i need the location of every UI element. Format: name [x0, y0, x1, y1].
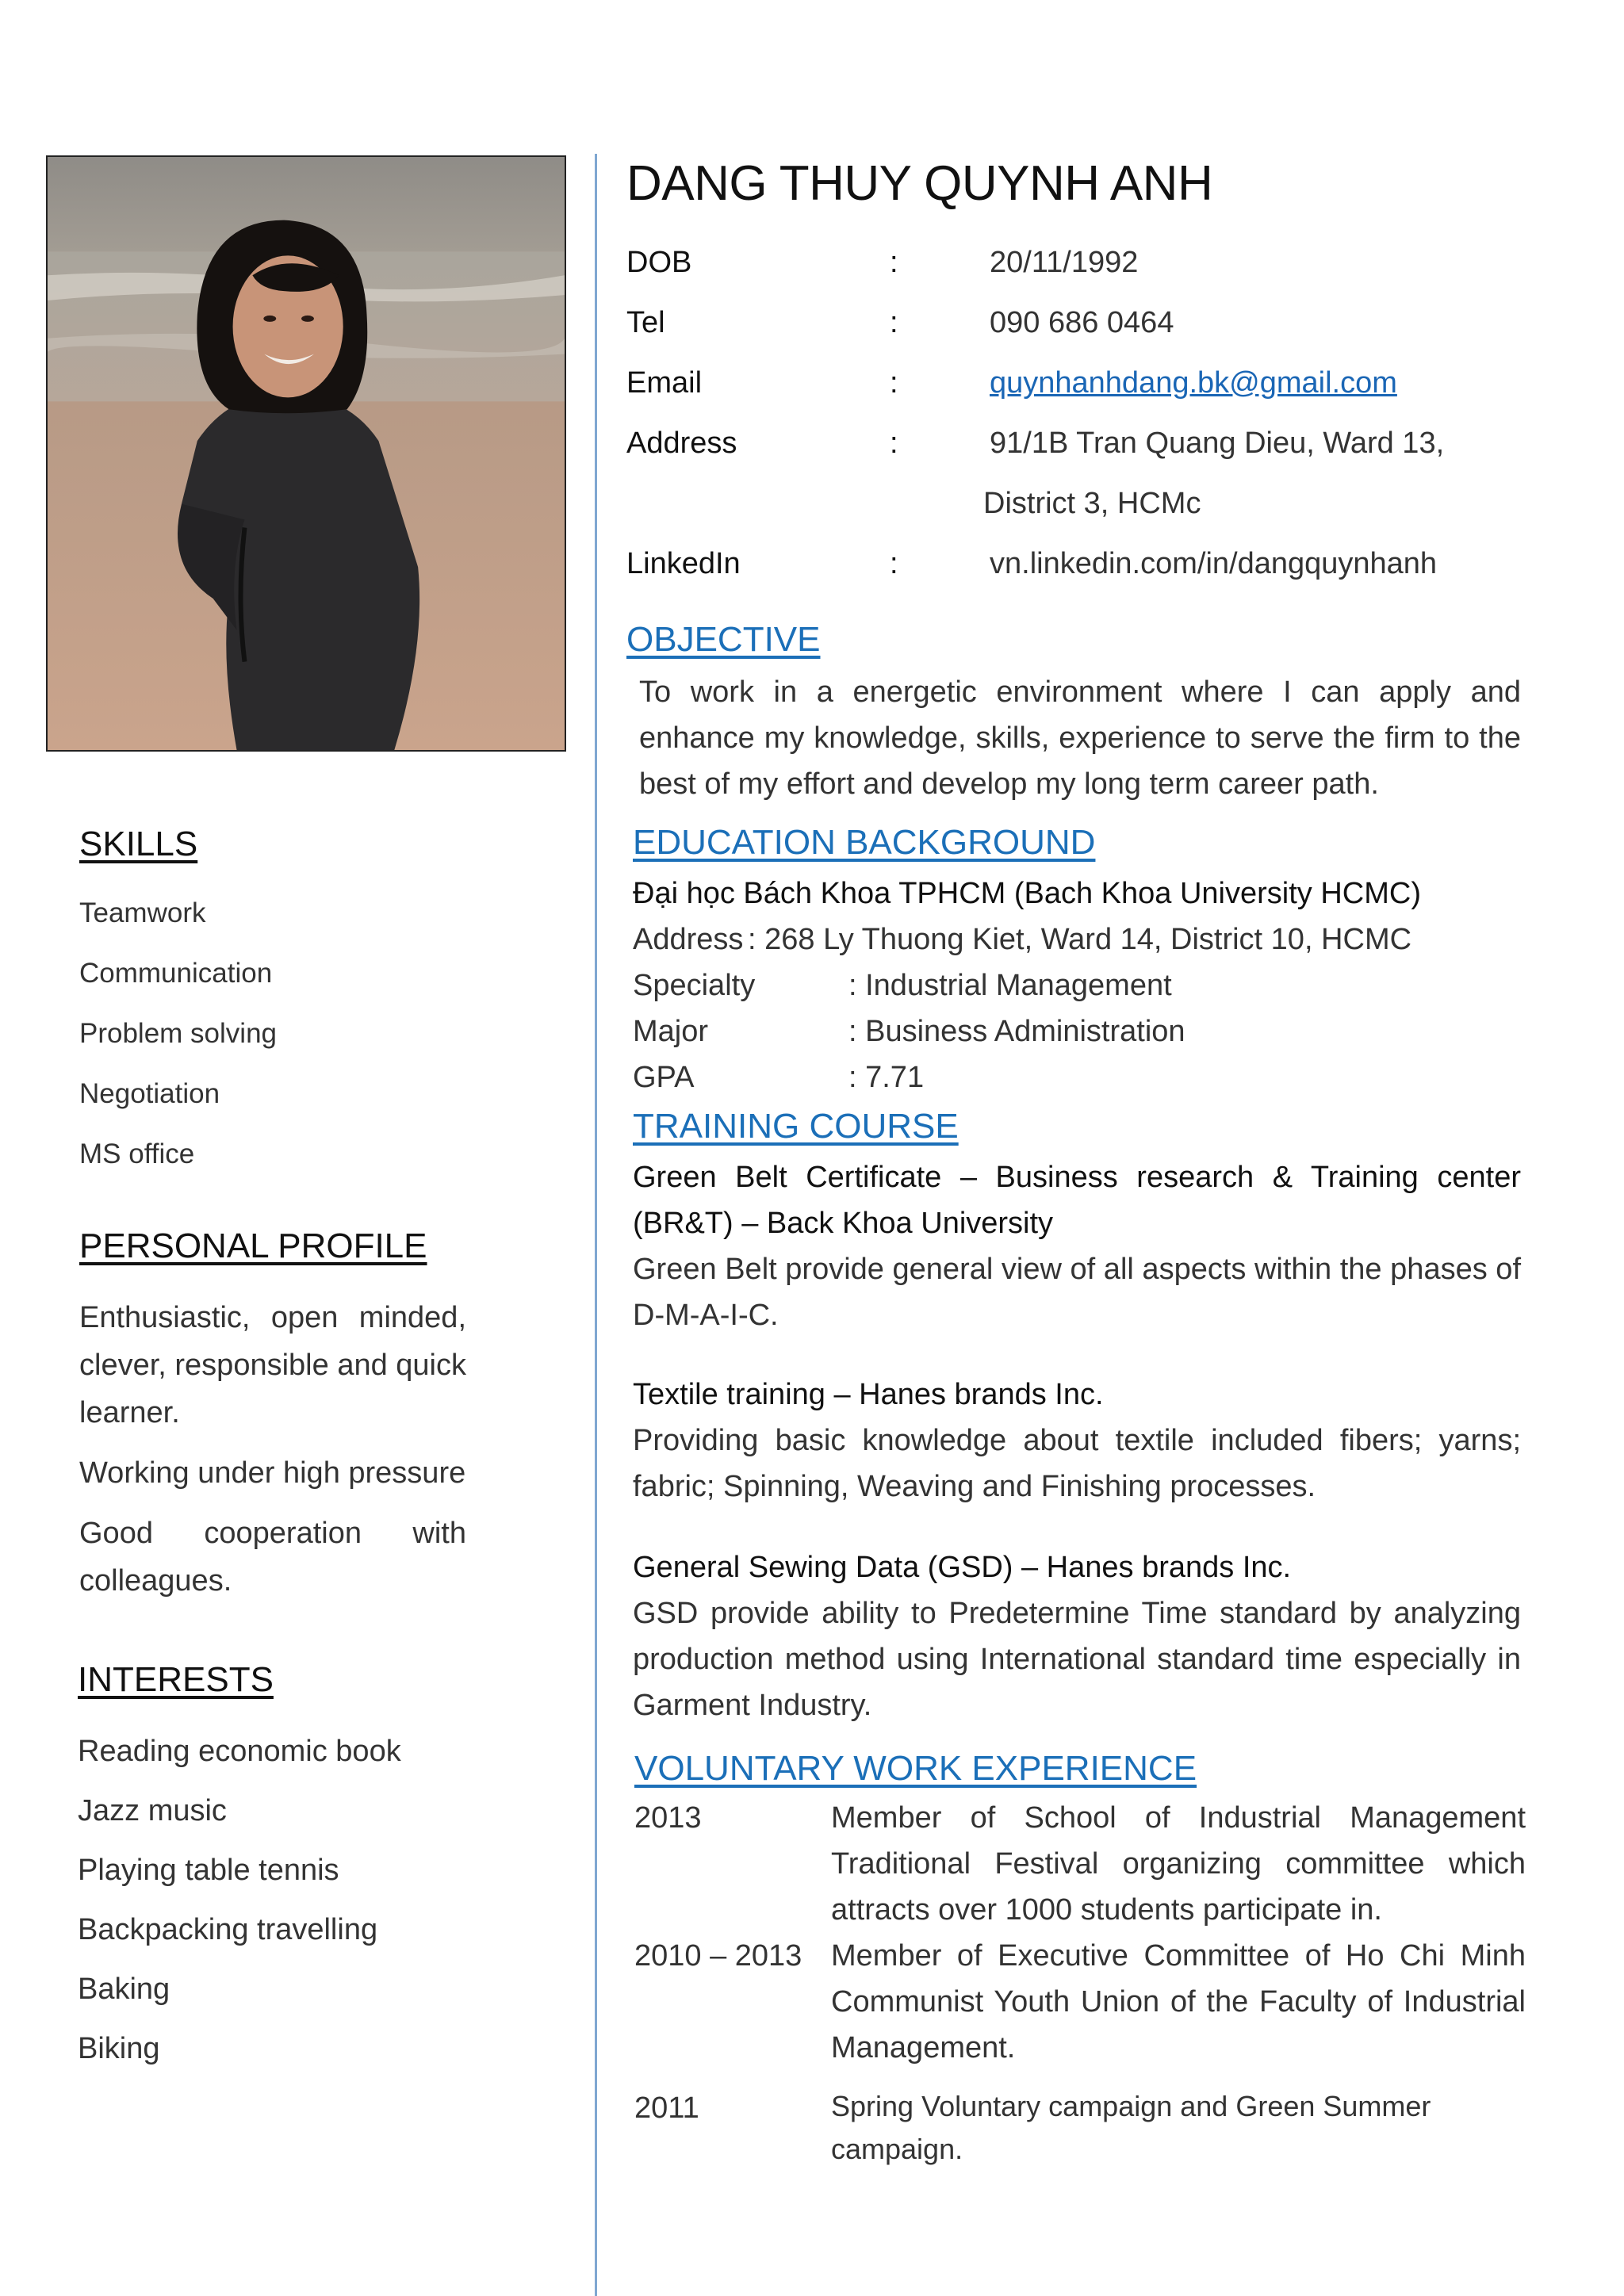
voluntary-year: 2013	[634, 1801, 702, 1835]
info-colon: :	[890, 366, 898, 400]
info-label: LinkedIn	[626, 547, 741, 580]
candidate-name: DANG THUY QUYNH ANH	[626, 156, 1213, 211]
voluntary-item	[634, 1795, 1526, 1933]
info-row-tel	[626, 306, 1578, 366]
info-label: Address	[626, 427, 737, 460]
training-course-item	[633, 1372, 1521, 1510]
skill-item: Teamwork	[79, 897, 206, 928]
interest-item: Playing table tennis	[78, 1854, 339, 1887]
edu-key: Major	[633, 1015, 709, 1048]
training-heading: TRAINING COURSE	[633, 1107, 959, 1146]
tel-value: 090 686 0464	[990, 306, 1174, 339]
edu-value: : Business Administration	[848, 1015, 1185, 1048]
objective-text: To work in a energetic environment where I can apply and enhance my knowledge, skills, experience to serve the firm to the best of my effort and develop my long term career path.	[639, 675, 1521, 801]
course-desc: GSD provide ability to Predetermine Time standard by analyzing production method using International standard time especially in Garment Industry.	[633, 1597, 1521, 1722]
edu-value: : 268 Ly Thuong Kiet, Ward 14, District 10, HCMC	[748, 923, 1412, 956]
contact-info	[626, 246, 1578, 607]
edu-row	[633, 1054, 1521, 1100]
training-course-item	[633, 1544, 1521, 1728]
edu-key: GPA	[633, 1061, 695, 1094]
edu-key: Address	[633, 923, 744, 956]
edu-row	[633, 916, 1521, 962]
training-course-item	[633, 1154, 1521, 1338]
voluntary-list	[634, 1795, 1526, 2171]
interests-list	[78, 1722, 401, 2079]
voluntary-year: 2011	[634, 2091, 699, 2125]
education-block	[633, 871, 1521, 1100]
interest-item: Jazz music	[78, 1794, 227, 1827]
edu-value: : 7.71	[848, 1061, 925, 1094]
interest-item: Backpacking travelling	[78, 1913, 378, 1946]
dob-value: 20/11/1992	[990, 246, 1139, 279]
voluntary-heading: VOLUNTARY WORK EXPERIENCE	[634, 1749, 1197, 1788]
course-desc: Providing basic knowledge about textile included fibers; yarns; fabric; Spinning, Weaving and Finishing processes.	[633, 1424, 1521, 1503]
info-label: Email	[626, 366, 703, 400]
column-divider	[595, 154, 597, 2296]
interests-heading: INTERESTS	[78, 1660, 274, 1699]
skills-list	[79, 883, 277, 1184]
info-row-address	[626, 427, 1578, 487]
voluntary-desc: Member of Executive Committee of Ho Chi Minh Communist Youth Union of the Faculty of Industrial Management.	[831, 1939, 1526, 2064]
course-title: Green Belt Certificate – Business research & Training center (BR&T) – Back Khoa University	[633, 1161, 1521, 1240]
info-label: DOB	[626, 246, 692, 279]
address-value: 91/1B Tran Quang Dieu, Ward 13,	[990, 427, 1445, 460]
course-title: General Sewing Data (GSD) – Hanes brands Inc.	[633, 1551, 1292, 1584]
course-desc: Green Belt provide general view of all aspects within the phases of D-M-A-I-C.	[633, 1253, 1521, 1332]
linkedin-value: vn.linkedin.com/in/dangquynhanh	[990, 547, 1438, 580]
info-colon: :	[890, 427, 898, 460]
course-title: Textile training – Hanes brands Inc.	[633, 1378, 1104, 1411]
info-colon: :	[890, 246, 898, 279]
profile-photo	[46, 155, 566, 752]
personal-profile-heading: PERSONAL PROFILE	[79, 1226, 427, 1265]
voluntary-desc: Member of School of Industrial Management Traditional Festival organizing committee which attracts over 1000 students participate in.	[831, 1801, 1526, 1927]
school-name: Đại học Bách Khoa TPHCM (Bach Khoa University HCMC)	[633, 877, 1421, 910]
edu-key: Specialty	[633, 969, 756, 1002]
info-label: Tel	[626, 306, 665, 339]
profile-item: Good cooperation with colleagues.	[79, 1517, 466, 1598]
interest-item: Reading economic book	[78, 1735, 401, 1768]
personal-profile-list	[79, 1294, 466, 1617]
info-colon: :	[890, 306, 898, 339]
skill-item: Problem solving	[79, 1018, 277, 1049]
voluntary-item	[634, 2085, 1526, 2171]
edu-value: : Industrial Management	[848, 969, 1172, 1002]
interest-item: Baking	[78, 1973, 170, 2006]
email-link[interactable]: quynhanhdang.bk@gmail.com	[990, 366, 1397, 400]
skills-heading: SKILLS	[79, 825, 198, 863]
skill-item: Negotiation	[79, 1078, 220, 1109]
info-colon: :	[890, 547, 898, 580]
interest-item: Biking	[78, 2032, 160, 2065]
info-row-email	[626, 366, 1578, 427]
skill-item: MS office	[79, 1138, 195, 1169]
profile-item: Enthusiastic, open minded, clever, responsible and quick learner.	[79, 1301, 466, 1429]
voluntary-year: 2010 – 2013	[634, 1939, 802, 1973]
edu-row	[633, 962, 1521, 1008]
edu-row	[633, 1008, 1521, 1054]
voluntary-item	[634, 1933, 1526, 2071]
voluntary-desc: Spring Voluntary campaign and Green Summer campaign.	[831, 2090, 1431, 2165]
skill-item: Communication	[79, 958, 273, 989]
objective-heading: OBJECTIVE	[626, 620, 821, 659]
profile-item: Working under high pressure	[79, 1456, 466, 1490]
info-row-linkedin	[626, 547, 1578, 607]
address-value-cont: District 3, HCMc	[983, 487, 1201, 520]
info-row-address-cont	[626, 487, 1578, 547]
info-row-dob	[626, 246, 1578, 306]
portrait-image	[48, 157, 565, 750]
education-heading: EDUCATION BACKGROUND	[633, 823, 1096, 862]
